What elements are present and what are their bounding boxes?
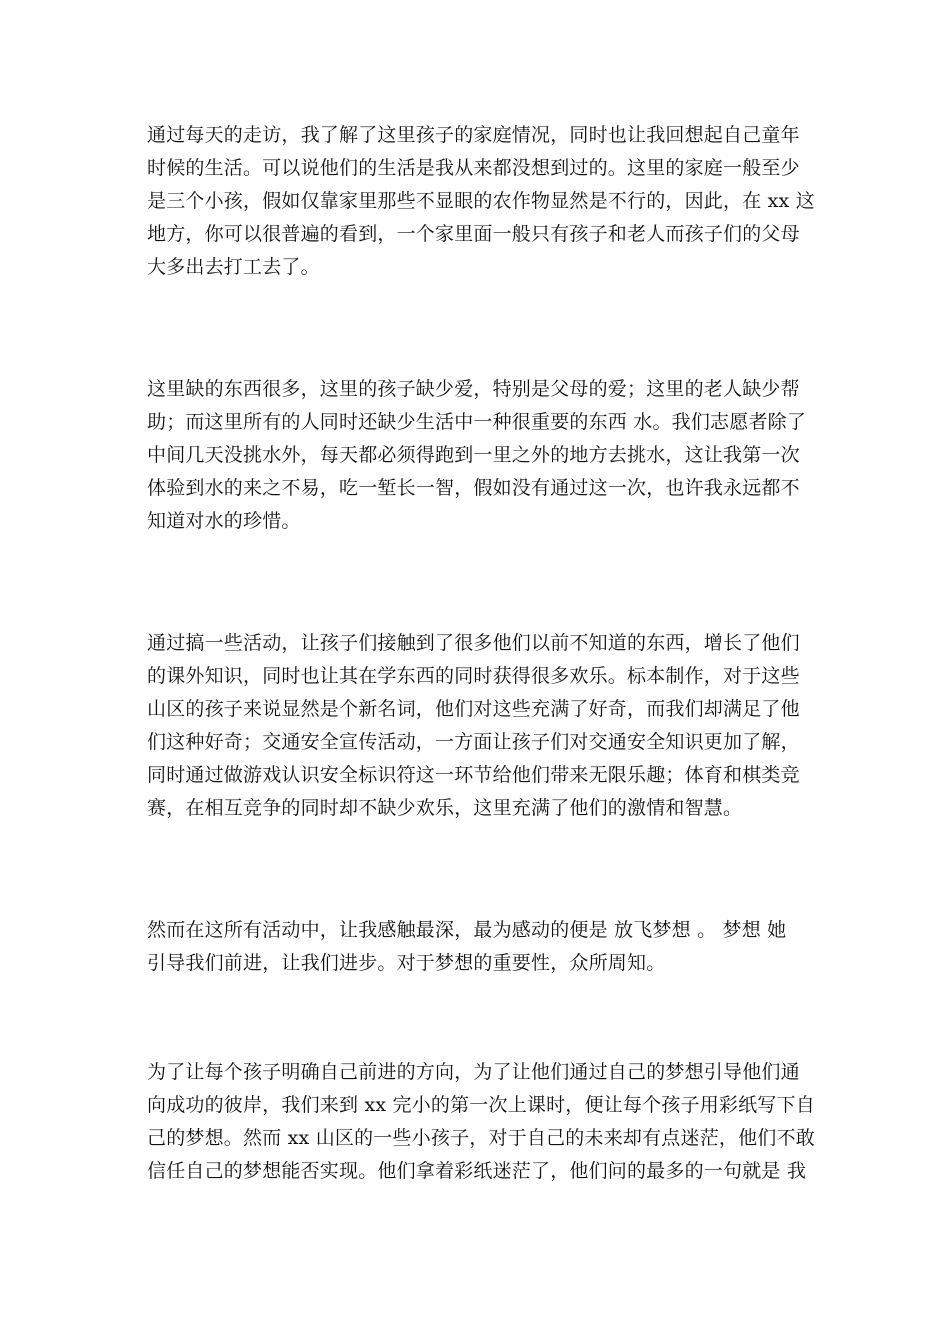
text-line: 知道对水的珍惜。 bbox=[147, 510, 301, 532]
text-line: 通过搞一些活动，让孩子们接触到了很多他们以前不知道的东西，增长了他们 bbox=[147, 632, 800, 654]
text-line: 通过每天的走访，我了解了这里孩子的家庭情况，同时也让我回想起自己童年 bbox=[147, 124, 800, 146]
text-line: 赛，在相互竞争的同时却不缺少欢乐，这里充满了他们的激情和智慧。 bbox=[147, 797, 743, 819]
text-line: 己的梦想。然而 xx 山区的一些小孩子，对于自己的未来却有点迷茫，他们不敢 bbox=[147, 1127, 815, 1149]
paragraph-dream-writing bbox=[147, 1056, 817, 1188]
paragraph-water-shortage bbox=[147, 373, 817, 538]
text-line: 助；而这里所有的人同时还缺少生活中一种很重要的东西 水。我们志愿者除了 bbox=[147, 411, 807, 433]
text-line: 为了让每个孩子明确自己前进的方向，为了让他们通过自己的梦想引导他们通 bbox=[147, 1061, 800, 1083]
text-line: 然而在这所有活动中，让我感触最深，最为感动的便是 放飞梦想 。 梦想 她 bbox=[147, 919, 787, 941]
paragraph-activities bbox=[147, 627, 817, 825]
text-line: 们这种好奇；交通安全宣传活动，一方面让孩子们对交通安全知识更加了解， bbox=[147, 731, 800, 753]
text-line: 体验到水的来之不易，吃一堑长一智，假如没有通过这一次，也许我永远都不 bbox=[147, 477, 800, 499]
text-line: 这里缺的东西很多，这里的孩子缺少爱，特别是父母的爱；这里的老人缺少帮 bbox=[147, 378, 800, 400]
text-line: 是三个小孩，假如仅靠家里那些不显眼的农作物显然是不行的，因此，在 xx 这 bbox=[147, 190, 815, 212]
text-line: 山区的孩子来说显然是个新名词，他们对这些充满了好奇，而我们却满足了他 bbox=[147, 698, 800, 720]
text-line: 向成功的彼岸，我们来到 xx 完小的第一次上课时，便让每个孩子用彩纸写下自 bbox=[147, 1094, 815, 1116]
text-line: 地方，你可以很普遍的看到，一个家里面一般只有孩子和老人而孩子们的父母 bbox=[147, 223, 800, 245]
text-line: 时候的生活。可以说他们的生活是我从来都没想到过的。这里的家庭一般至少 bbox=[147, 157, 800, 179]
text-line: 引导我们前进，让我们进步。对于梦想的重要性，众所周知。 bbox=[147, 952, 666, 974]
text-line: 同时通过做游戏认识安全标识符这一环节给他们带来无限乐趣；体育和棋类竞 bbox=[147, 764, 800, 786]
text-line: 信任自己的梦想能否实现。他们拿着彩纸迷茫了，他们问的最多的一句就是 我 bbox=[147, 1160, 807, 1182]
paragraph-home-visits bbox=[147, 119, 817, 284]
text-line: 大多出去打工去了。 bbox=[147, 256, 320, 278]
text-line: 中间几天没挑水外，每天都必须得跑到一里之外的地方去挑水，这让我第一次 bbox=[147, 444, 800, 466]
text-line: 的课外知识，同时也让其在学东西的同时获得很多欢乐。标本制作，对于这些 bbox=[147, 665, 800, 687]
paragraph-dreams bbox=[147, 914, 817, 980]
